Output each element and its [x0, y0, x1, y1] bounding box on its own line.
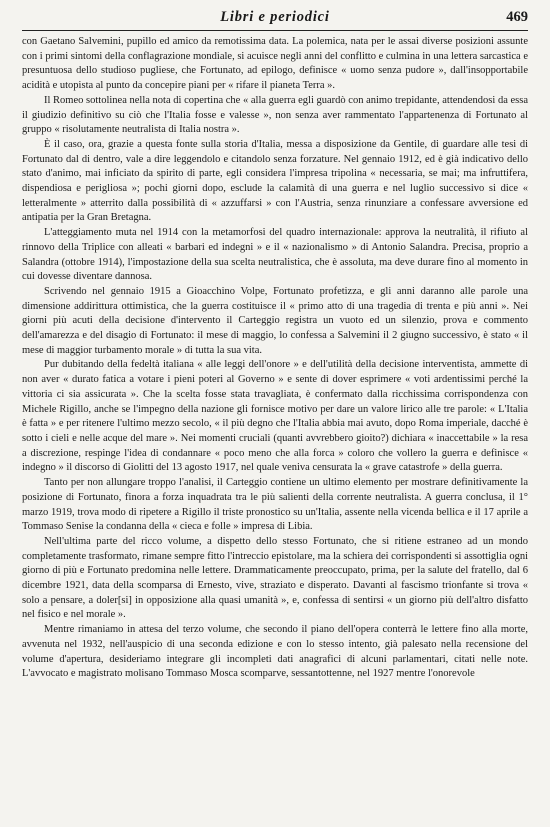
- running-title: Libri e periodici: [220, 9, 330, 25]
- paragraph: Pur dubitando della fedeltà italiana « alle leggi dell'onore » e dell'utilità della decisione interventista, ammette di non aver « durato fatica a votare i pieni poteri al Governo » e sente di dover esprimere « voti ardentissimi perché la vittoria ci sia assicurata ». Che la scelta fosse stata travagliata, è confermato dalla ricchissima corrispondenza con Michele Rigillo, anche se l'impegno della nazione gli fornisce motivo per dare un valore lirico alle tre parole: « L'Italia è fatta » e per ritenere l'ultimo mezzo secolo, « il più degno che l'Italia abbia mai avuto, dopo Roma imperiale, dacché è sotto i cieli e nelle acque del mare ». Nei momenti cruciali (quanti avvrebbero gioito?) dichiara « inaccettabile » la resa a discrezione, respinge l'idea di condannare « poco meno che alla forca » coloro che vollero la guerra e definisce « indegno » il discorso di Giolitti del 13 agosto 1917, nel quale veniva censurata la « grave catastrofe » della guerra.: [22, 359, 528, 474]
- paragraph: Mentre rimaniamo in attesa del terzo volume, che secondo il piano dell'opera conterrà le lettere fino alla morte, avvenuta nel 1932, nell'auspicio di una seconda edizione e con lo stesso intento, già palesato nella recensione del volume d'apertura, desideriamo integrare gli incompleti dati anagrafici di alcuni parlamentari, citati nelle note. L'avvocato e magistrato molisano Tommaso Mosca scomparve, sessantottenne, nel 1927 mentre l'onorevole: [22, 624, 528, 680]
- paragraph: con Gaetano Salvemini, pupillo ed amico da remotissima data. La polemica, nata per le assai diverse posizioni assunte con i primi sintomi della conflagrazione mondiale, si acuisce negli anni del conflitto e culmina in una lettera sarcastica e presuntuosa dello studioso pugliese, che Fortunato, ad epilogo, definisce « uomo senza pudore », dall'insopportabile acidità e utopista al punto da concepire piani per « rifare il pianeta Terra ».: [22, 36, 528, 92]
- article-body: [22, 35, 528, 823]
- page-number: 469: [506, 9, 528, 25]
- paragraph: È il caso, ora, grazie a questa fonte sulla storia d'Italia, messa a disposizione da Gentile, di guardare alle tesi di Fortunato dal di dentro, vale a dire leggendolo e citandolo senza forzature. Nel gennaio 1912, ed è già indicativo dello stato d'animo, mai inficiato da spirito di parte, egli considera l'impresa tripolina « necessaria, se mai; ma infruttifera, dispendiosa e perigliosa »; pochi giorni dopo, esclude la calamità di una guerra e nel luglio successivo si dice « letteralmente » atterrito dalla possibilità di « azzuffarsi » con l'Austria, senza rinunziare a confessare avversione ed antipatia per la Gran Bretagna.: [22, 138, 528, 224]
- paragraph: Scrivendo nel gennaio 1915 a Gioacchino Volpe, Fortunato profetizza, e gli anni daranno alle parole una dimensione addirittura ottimistica, che la guerra costituisce il « primo atto di una tragedia di trenta e più anni ». Nei giorni più acuti della decisione d'intervento il Carteggio registra un vuoto ed un silenzio, prova e commento dell'amarezza e del disagio di Fortunato: il mese di maggio, lo confessa a Salvemini il 2 giugno successivo, è stato « il mese di maggior turbamento morale » di tutta la sua vita.: [22, 285, 528, 356]
- running-header: [22, 6, 528, 31]
- paragraph: L'atteggiamento muta nel 1914 con la metamorfosi del quadro internazionale: approva la neutralità, il rifiuto al rinnovo della Triplice con alleati « barbari ed indegni » e il « nazionalismo » di Antonio Salandra. Precisa, proprio a Salandra (ottobre 1914), l'impostazione della sua scelta neutralistica, che è assoluta, ma deve durare fino al momento in cui dovesse diventare dannosa.: [22, 227, 528, 283]
- paragraph: Tanto per non allungare troppo l'analisi, il Carteggio contiene un ultimo elemento per mostrare definitivamente la posizione di Fortunato, finora a forza inquadrata tra le più salienti della corrente neutralista. A guerra conclusa, il 1° marzo 1919, trova modo di ripetere a Rigillo il triste pronostico su un'Italia, assente nella vicenda bellica e il 17 aprile a Tommaso Senise la condanna della « cieca e folle » impresa di Libia.: [22, 477, 528, 533]
- paragraph: Il Romeo sottolinea nella nota di copertina che « alla guerra egli guardò con animo trepidante, attendendosi da essa il giudizio definitivo su ciò che l'Italia fosse e valesse », non senza aver rammentato l'appartenenza di Fortunato al gruppo « risolutamente neutralista di Italia nostra ».: [22, 94, 528, 136]
- paragraph: Nell'ultima parte del ricco volume, a dispetto dello stesso Fortunato, che si ritiene estraneo ad un mondo completamente trasformato, rimane sempre fitto l'intreccio epistolare, ma la schiera dei corrispondenti si assottiglia ogni giorno di più e Fortunato predomina nelle lettere. Drammaticamente preoccupato, prima, per la salute del fratello, dal 6 dicembre 1921, data della scomparsa di Ernesto, vive, straziato e disperato. Davanti al fascismo trionfante si trova « solo a pensare, a doler[si] in opposizione alla quasi umanità », e, confessa di sentirsi « un giorno più dell'altro disfatto nel fisico e nel morale ».: [22, 535, 528, 621]
